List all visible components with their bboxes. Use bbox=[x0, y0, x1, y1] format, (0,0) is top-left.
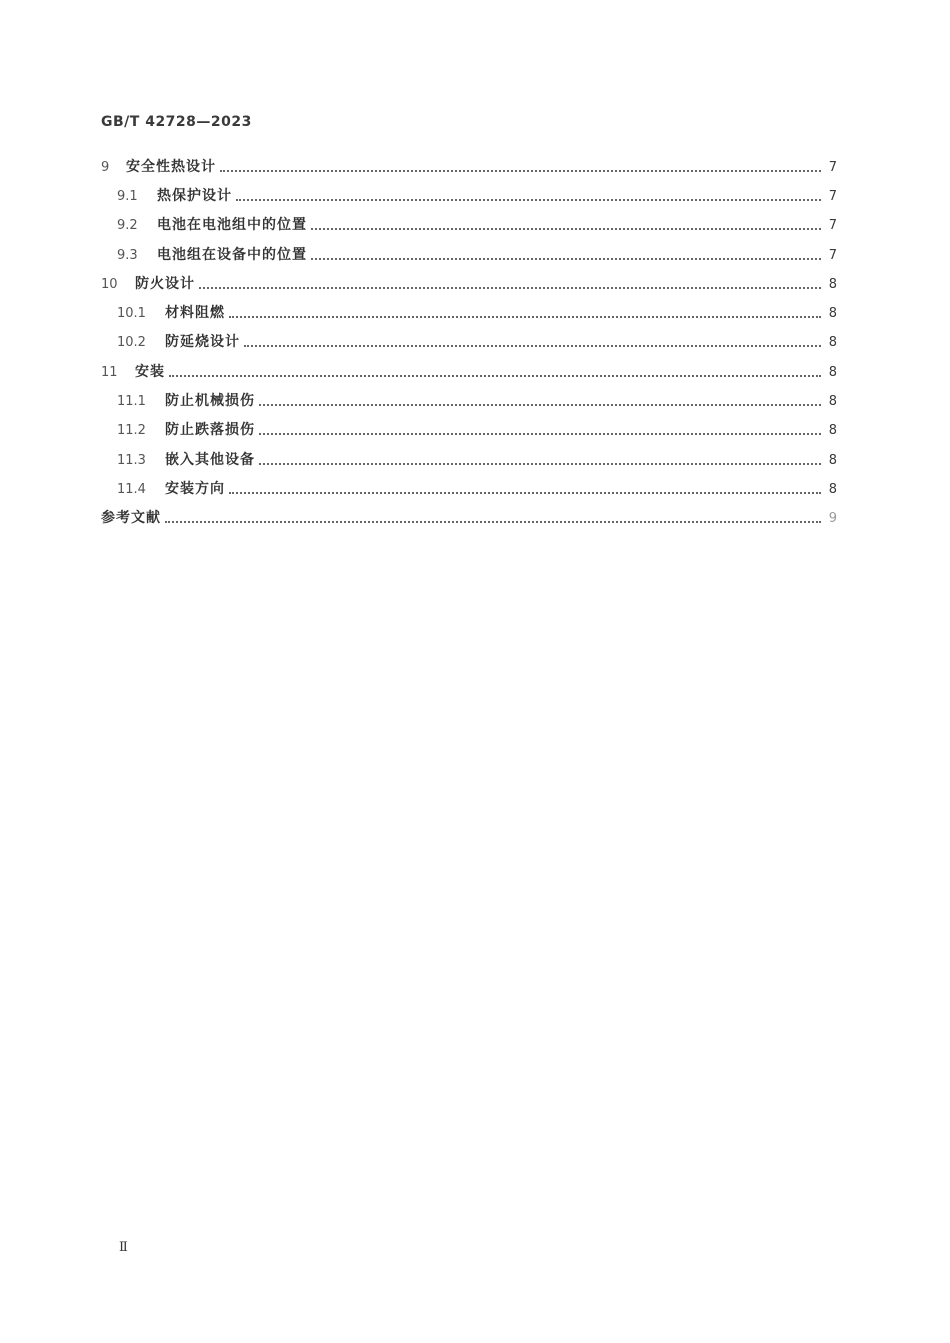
toc-entry-title: 热保护设计 bbox=[157, 188, 232, 204]
toc-leader-dots bbox=[236, 182, 821, 211]
toc-leader-dots bbox=[229, 299, 821, 328]
toc-leader-dots bbox=[311, 211, 821, 240]
toc-entry-11-3[interactable] bbox=[117, 446, 837, 475]
toc-entry-number: 10 bbox=[101, 277, 118, 292]
toc-leader-dots bbox=[169, 358, 821, 387]
toc-leader-dots bbox=[165, 504, 821, 533]
toc-entry-9-1[interactable] bbox=[117, 182, 837, 211]
toc-entry-title: 安装方向 bbox=[165, 481, 225, 497]
toc-entry-number: 10.1 bbox=[117, 306, 146, 321]
toc-entry-10-1[interactable] bbox=[117, 299, 837, 328]
toc-entry-page: 8 bbox=[828, 423, 837, 438]
toc-entry-number: 11.2 bbox=[117, 423, 146, 438]
toc-entry-page: 7 bbox=[828, 218, 837, 233]
toc-entry-title: 电池组在设备中的位置 bbox=[157, 247, 307, 263]
toc-leader-dots bbox=[259, 416, 821, 445]
toc-entry-title: 防火设计 bbox=[135, 276, 195, 292]
toc-leader-dots bbox=[244, 328, 821, 357]
toc-entry-title: 安装 bbox=[135, 364, 165, 380]
toc-entry-number: 9.1 bbox=[117, 189, 138, 204]
toc-entry-title: 安全性热设计 bbox=[126, 159, 216, 175]
toc-entry-page: 7 bbox=[828, 248, 837, 263]
toc-entry-number: 9.2 bbox=[117, 218, 138, 233]
toc-entry-title: 电池在电池组中的位置 bbox=[157, 217, 307, 233]
toc-entry-page: 8 bbox=[828, 277, 837, 292]
toc-entry-11-2[interactable] bbox=[117, 416, 837, 445]
toc-entry-number: 9.3 bbox=[117, 248, 138, 263]
toc-entry-title: 参考文献 bbox=[101, 510, 161, 526]
toc-entry-page: 7 bbox=[828, 189, 837, 204]
toc-entry-number: 11.3 bbox=[117, 453, 146, 468]
toc-entry-10[interactable] bbox=[101, 270, 837, 299]
toc-entry-number: 11.4 bbox=[117, 482, 146, 497]
toc-leader-dots bbox=[229, 475, 821, 504]
toc-entry-references[interactable] bbox=[101, 504, 837, 533]
toc-entry-11-4[interactable] bbox=[117, 475, 837, 504]
toc-leader-dots bbox=[220, 153, 821, 182]
toc-leader-dots bbox=[259, 387, 821, 416]
toc-leader-dots bbox=[311, 241, 821, 270]
toc-entry-title: 材料阻燃 bbox=[165, 305, 225, 321]
toc-entry-page: 8 bbox=[828, 365, 837, 380]
toc-entry-number: 11 bbox=[101, 365, 118, 380]
toc-entry-9-3[interactable] bbox=[117, 241, 837, 270]
toc-entry-page: 7 bbox=[828, 160, 837, 175]
toc-leader-dots bbox=[259, 446, 821, 475]
toc-entry-number: 10.2 bbox=[117, 335, 146, 350]
toc-entry-title: 防止机械损伤 bbox=[165, 393, 255, 409]
page-number-footer: Ⅱ bbox=[119, 1240, 128, 1255]
toc-entry-page: 8 bbox=[828, 453, 837, 468]
toc-entry-9-2[interactable] bbox=[117, 211, 837, 240]
toc-entry-title: 防延烧设计 bbox=[165, 334, 240, 350]
standard-id-header: GB/T 42728—2023 bbox=[101, 114, 252, 130]
toc-entry-page: 8 bbox=[828, 394, 837, 409]
toc-entry-title: 嵌入其他设备 bbox=[165, 452, 255, 468]
toc-entry-number: 9 bbox=[101, 160, 110, 175]
toc-entry-10-2[interactable] bbox=[117, 328, 837, 357]
toc-entry-11[interactable] bbox=[101, 358, 837, 387]
toc-entry-page: 8 bbox=[828, 335, 837, 350]
toc-leader-dots bbox=[199, 270, 821, 299]
toc-entry-11-1[interactable] bbox=[117, 387, 837, 416]
toc-entry-page: 9 bbox=[828, 511, 837, 526]
toc-entry-title: 防止跌落损伤 bbox=[165, 422, 255, 438]
toc-entry-9[interactable] bbox=[101, 153, 837, 182]
toc-entry-page: 8 bbox=[828, 482, 837, 497]
toc-entry-number: 11.1 bbox=[117, 394, 146, 409]
toc-entry-page: 8 bbox=[828, 306, 837, 321]
